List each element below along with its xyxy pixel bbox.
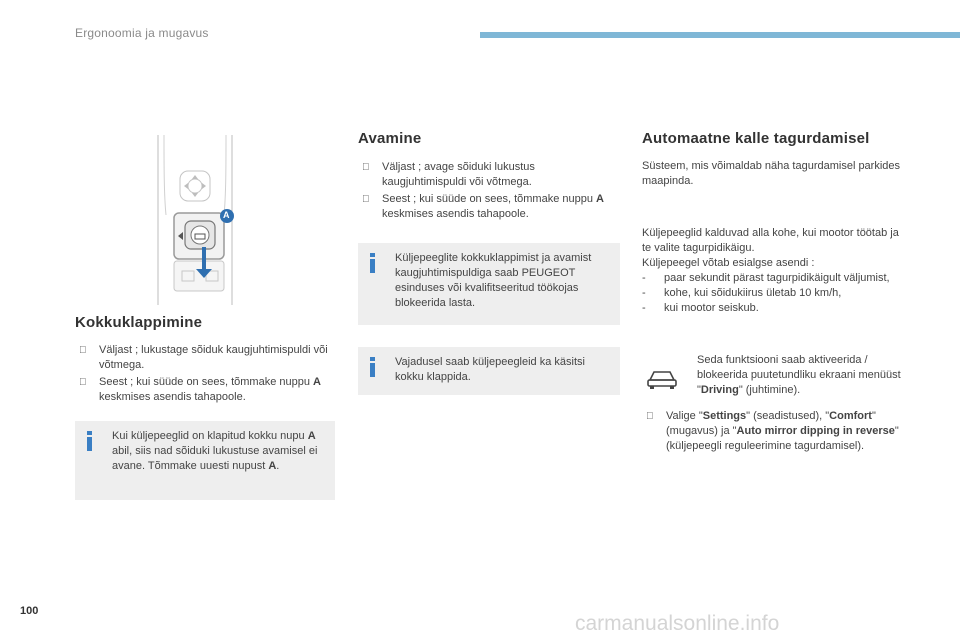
- note-fold: [75, 421, 335, 500]
- heading-reverse-tilt: Automaatne kalle tagurdamisel: [642, 130, 870, 147]
- heading-fold: Kokkuklappimine: [75, 314, 203, 331]
- note-manual-fold-text: Vajadusel saab küljepeegleid ka käsitsi kokku klappida.: [395, 356, 585, 383]
- watermark: carmanualsonline.info: [575, 612, 780, 635]
- section-fold: [75, 314, 337, 407]
- bullet-marker-icon: [79, 343, 87, 358]
- note-fold-text: Kui küljepeeglid on klapitud kokku nupu A abil, siis nad sõiduki lukustuse avamisel ei avane. Tõmmake uuesti nupust A.: [112, 430, 318, 472]
- heading-unfold: Avamine: [358, 130, 422, 147]
- page-number: 100: [20, 605, 39, 617]
- info-icon: [370, 357, 375, 377]
- figure-label-a: A: [223, 210, 230, 220]
- mirror-switch-illustration: [150, 135, 242, 305]
- info-icon: [87, 431, 92, 451]
- note-remote-block-text: Küljepeeglite kokkuklappimist ja avamist kaugjuhtimispuldiga saab PEUGEOT esinduses või kvalifitseeritud töökojas blokeerida lasta.: [395, 252, 592, 309]
- reverse-tilt-para2: Küljepeegel võtab esialgse asendi :: [642, 257, 815, 269]
- bullet-marker-icon: [79, 375, 87, 390]
- condition-item: - kohe, kui sõidukiirus ületab 10 km/h,: [642, 287, 842, 299]
- settings-instruction: Valige "Settings" (seadistused), "Comfort" (mugavus) ja "Auto mirror dipping in reverse" (küljepeegli reguleerimine tagurdamisel).: [642, 409, 908, 456]
- bullet-outside: Väljast ; lukustage sõiduk kaugjuhtimispuldi või võtmega.: [75, 343, 337, 373]
- car-icon: [645, 368, 685, 392]
- reverse-tilt-para1: Küljepeeglid kalduvad alla kohe, kui mootor töötab ja te valite tagurpidikäigu.: [642, 227, 899, 254]
- reverse-tilt-details: [642, 226, 904, 316]
- section-unfold: [358, 130, 620, 224]
- condition-item: - kui mootor seiskub.: [642, 302, 759, 314]
- bullet-inside: Seest ; kui süüde on sees, tõmmake nuppu A keskmises asendis tahapoole.: [75, 375, 337, 405]
- bullet-marker-icon: [362, 192, 370, 207]
- note-remote-block: [358, 243, 620, 325]
- door-panel-drawing: [150, 135, 242, 305]
- section-reverse-tilt: [642, 130, 904, 189]
- section-title: Ergonoomia ja mugavus: [75, 26, 209, 40]
- reverse-tilt-intro: Süsteem, mis võimaldab näha tagurdamisel parkides maapinda.: [642, 160, 901, 187]
- bullet-marker-icon: [362, 160, 370, 175]
- bullet-outside: Väljast ; avage sõiduki lukustus kaugjuhtimispuldi või võtmega.: [358, 160, 620, 190]
- header-accent-bar: [480, 32, 960, 38]
- car-note-text: Seda funktsiooni saab aktiveerida / blokeerida puutetundliku ekraani menüüst "Driving" (juhtimine).: [697, 354, 901, 396]
- note-manual-fold: [358, 347, 620, 395]
- bullet-inside: Seest ; kui süüde on sees, tõmmake nuppu A keskmises asendis tahapoole.: [358, 192, 620, 222]
- condition-item: - paar sekundit pärast tagurpidikäigult väljumist,: [642, 272, 890, 284]
- info-icon: [370, 253, 375, 273]
- bullet-marker-icon: [646, 409, 654, 424]
